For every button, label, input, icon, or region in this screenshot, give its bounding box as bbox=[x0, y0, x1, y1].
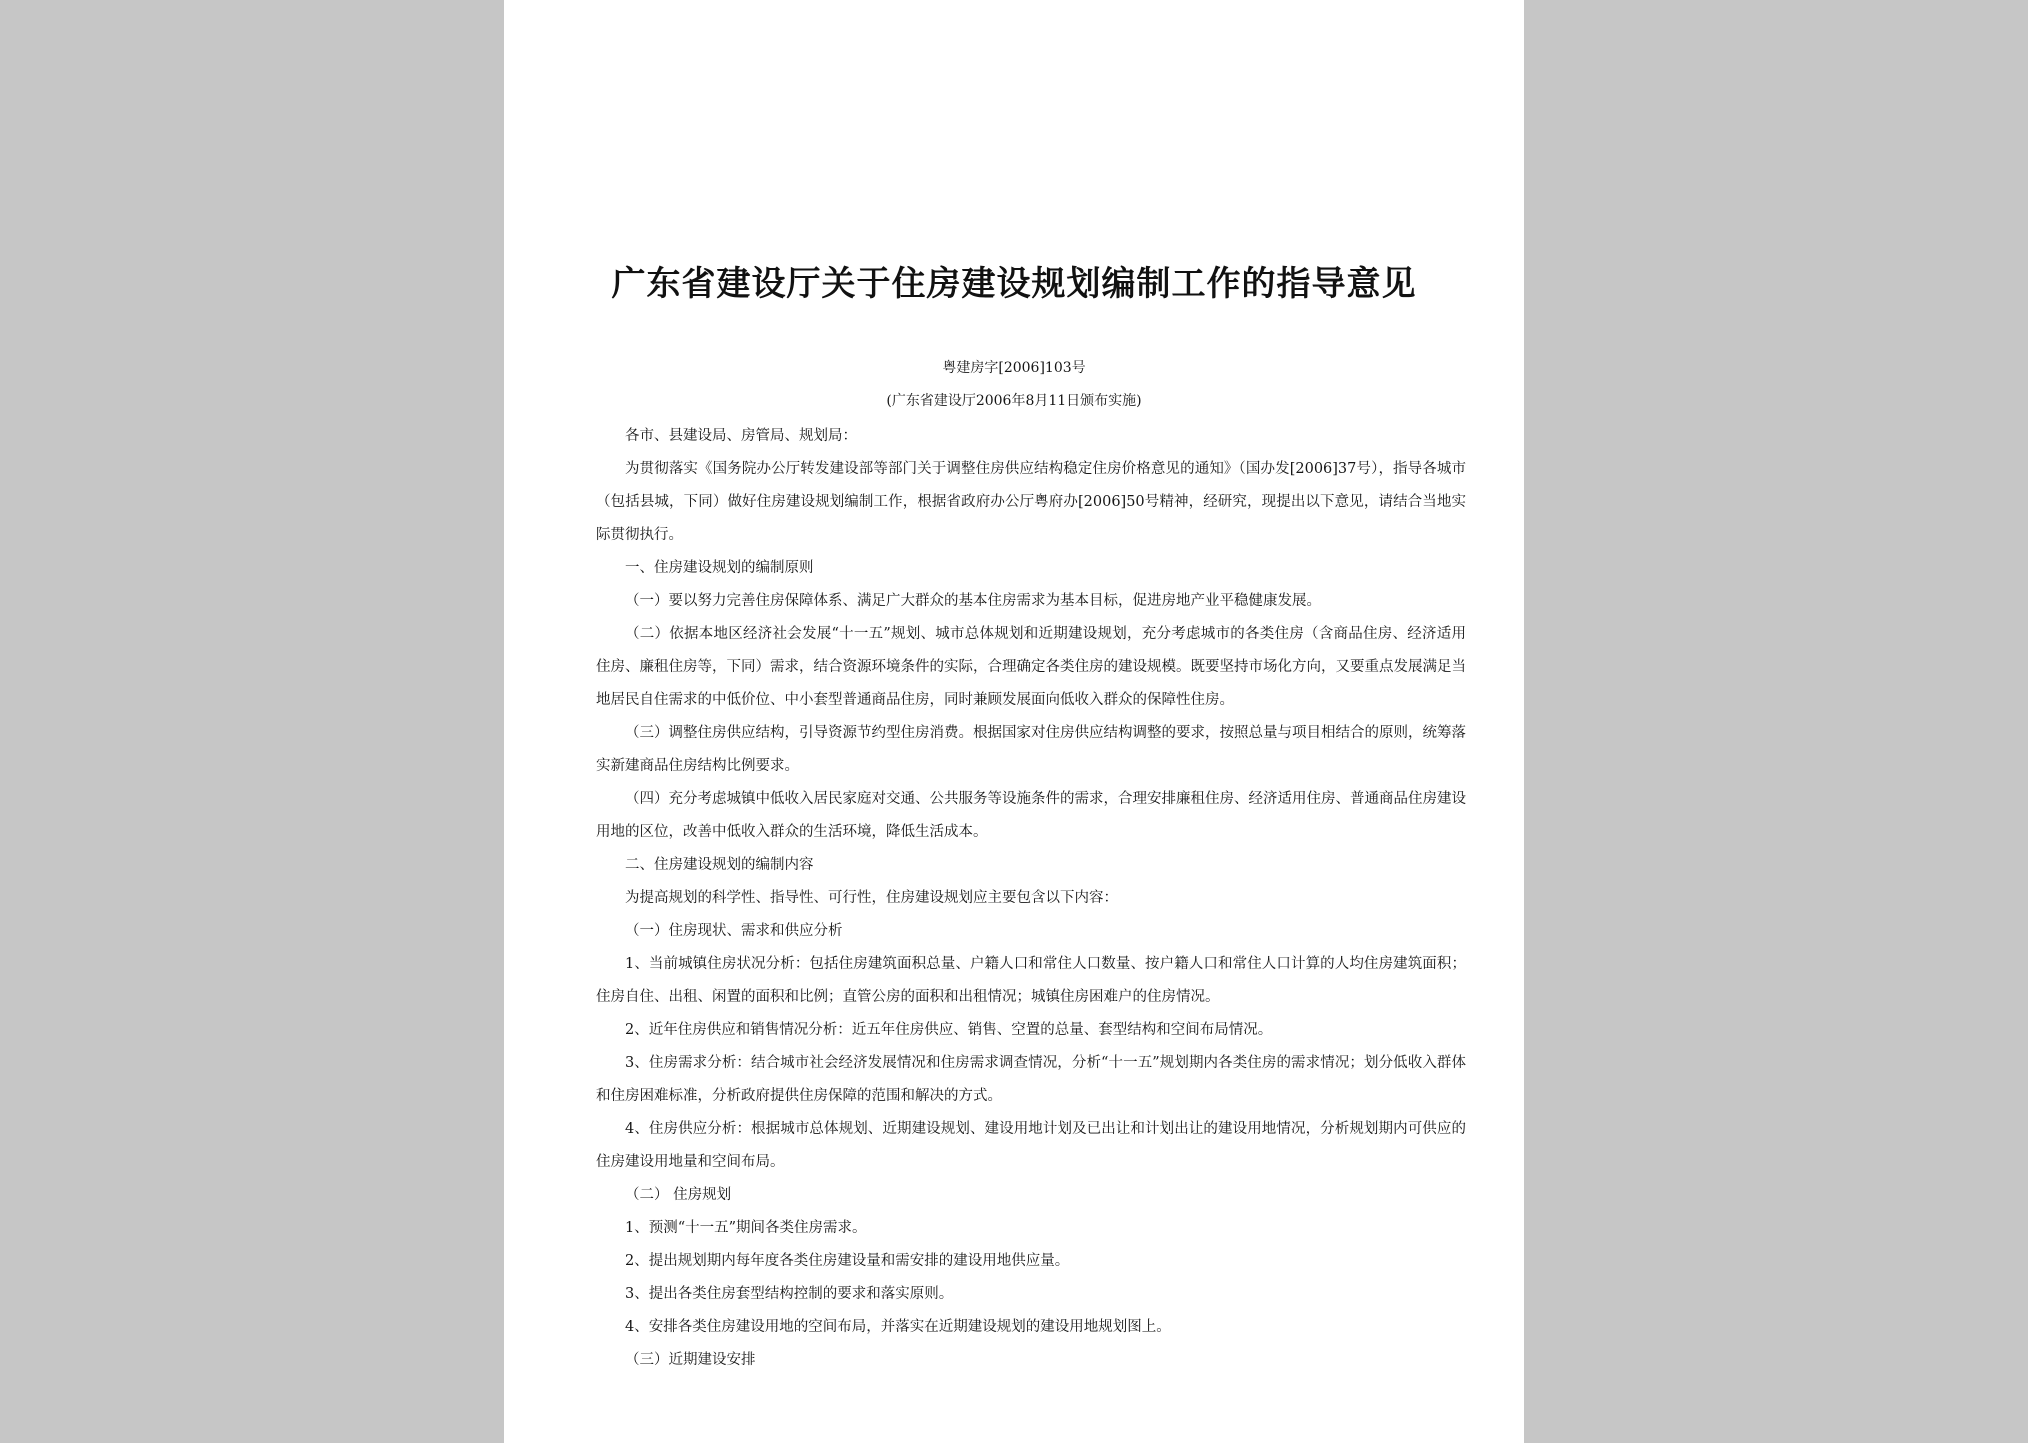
paragraph: （二）依据本地区经济社会发展“十一五”规划、城市总体规划和近期建设规划，充分考虑城市的各类住房（含商品住房、经济适用住房、廉租住房等，下同）需求，结合资源环境条件的实际，合理确定各类住房的建设规模。既要坚持市场化方向，又要重点发展满足当地居民自住需求的中低价位、中小套型普通商品住房，同时兼顾发展面向低收入群众的保障性住房。 bbox=[596, 626, 1466, 708]
paragraph: 4、安排各类住房建设用地的空间布局，并落实在近期建设规划的建设用地规划图上。 bbox=[625, 1319, 1171, 1335]
paragraph-salutation: 各市、县建设局、房管局、规划局： bbox=[625, 428, 857, 444]
paragraph: 2、近年住房供应和销售情况分析：近五年住房供应、销售、空置的总量、套型结构和空间布局情况。 bbox=[625, 1022, 1273, 1038]
paragraph: （四）充分考虑城镇中低收入居民家庭对交通、公共服务等设施条件的需求，合理安排廉租住房、经济适用住房、普通商品住房建设用地的区位，改善中低收入群众的生活环境，降低生活成本。 bbox=[596, 791, 1466, 840]
paragraph: 3、提出各类住房套型结构控制的要求和落实原则。 bbox=[625, 1286, 954, 1302]
section-heading: 二、住房建设规划的编制内容 bbox=[625, 857, 814, 873]
document-page bbox=[504, 0, 1524, 1443]
subsection-heading: （一）住房现状、需求和供应分析 bbox=[625, 923, 843, 939]
paragraph: 1、预测“十一五”期间各类住房需求。 bbox=[625, 1220, 867, 1236]
document-title: 广东省建设厅关于住房建设规划编制工作的指导意见 bbox=[611, 264, 1417, 304]
document-body bbox=[596, 420, 1466, 1377]
paragraph: （一）要以努力完善住房保障体系、满足广大群众的基本住房需求为基本目标，促进房地产业平稳健康发展。 bbox=[625, 593, 1321, 609]
paragraph: 2、提出规划期内每年度各类住房建设量和需安排的建设用地供应量。 bbox=[625, 1253, 1070, 1269]
section-heading: 一、住房建设规划的编制原则 bbox=[625, 560, 814, 576]
issued-note: (广东省建设厅2006年8月11日颁布实施) bbox=[886, 393, 1142, 409]
paragraph: （三）调整住房供应结构，引导资源节约型住房消费。根据国家对住房供应结构调整的要求，按照总量与项目相结合的原则，统筹落实新建商品住房结构比例要求。 bbox=[596, 725, 1466, 774]
paragraph: 1、当前城镇住房状况分析：包括住房建筑面积总量、户籍人口和常住人口数量、按户籍人口和常住人口计算的人均住房建筑面积；住房自住、出租、闲置的面积和比例；直管公房的面积和出租情况；城镇住房困难户的住房情况。 bbox=[596, 956, 1466, 1005]
document-number: 粤建房字[2006]103号 bbox=[942, 360, 1086, 376]
subsection-heading: （二） 住房规划 bbox=[625, 1187, 732, 1203]
subsection-heading: （三）近期建设安排 bbox=[625, 1352, 756, 1368]
paragraph: 3、住房需求分析：结合城市社会经济发展情况和住房需求调查情况，分析“十一五”规划期内各类住房的需求情况；划分低收入群体和住房困难标准，分析政府提供住房保障的范围和解决的方式。 bbox=[596, 1055, 1466, 1104]
paragraph: 为贯彻落实《国务院办公厅转发建设部等部门关于调整住房供应结构稳定住房价格意见的通知》（国办发[2006]37号），指导各城市（包括县城，下同）做好住房建设规划编制工作，根据省政府办公厅粤府办[2006]50号精神，经研究，现提出以下意见，请结合当地实际贯彻执行。 bbox=[596, 461, 1466, 543]
paragraph: 为提高规划的科学性、指导性、可行性，住房建设规划应主要包含以下内容： bbox=[625, 890, 1118, 906]
paragraph: 4、住房供应分析：根据城市总体规划、近期建设规划、建设用地计划及已出让和计划出让的建设用地情况，分析规划期内可供应的住房建设用地量和空间布局。 bbox=[596, 1121, 1466, 1170]
